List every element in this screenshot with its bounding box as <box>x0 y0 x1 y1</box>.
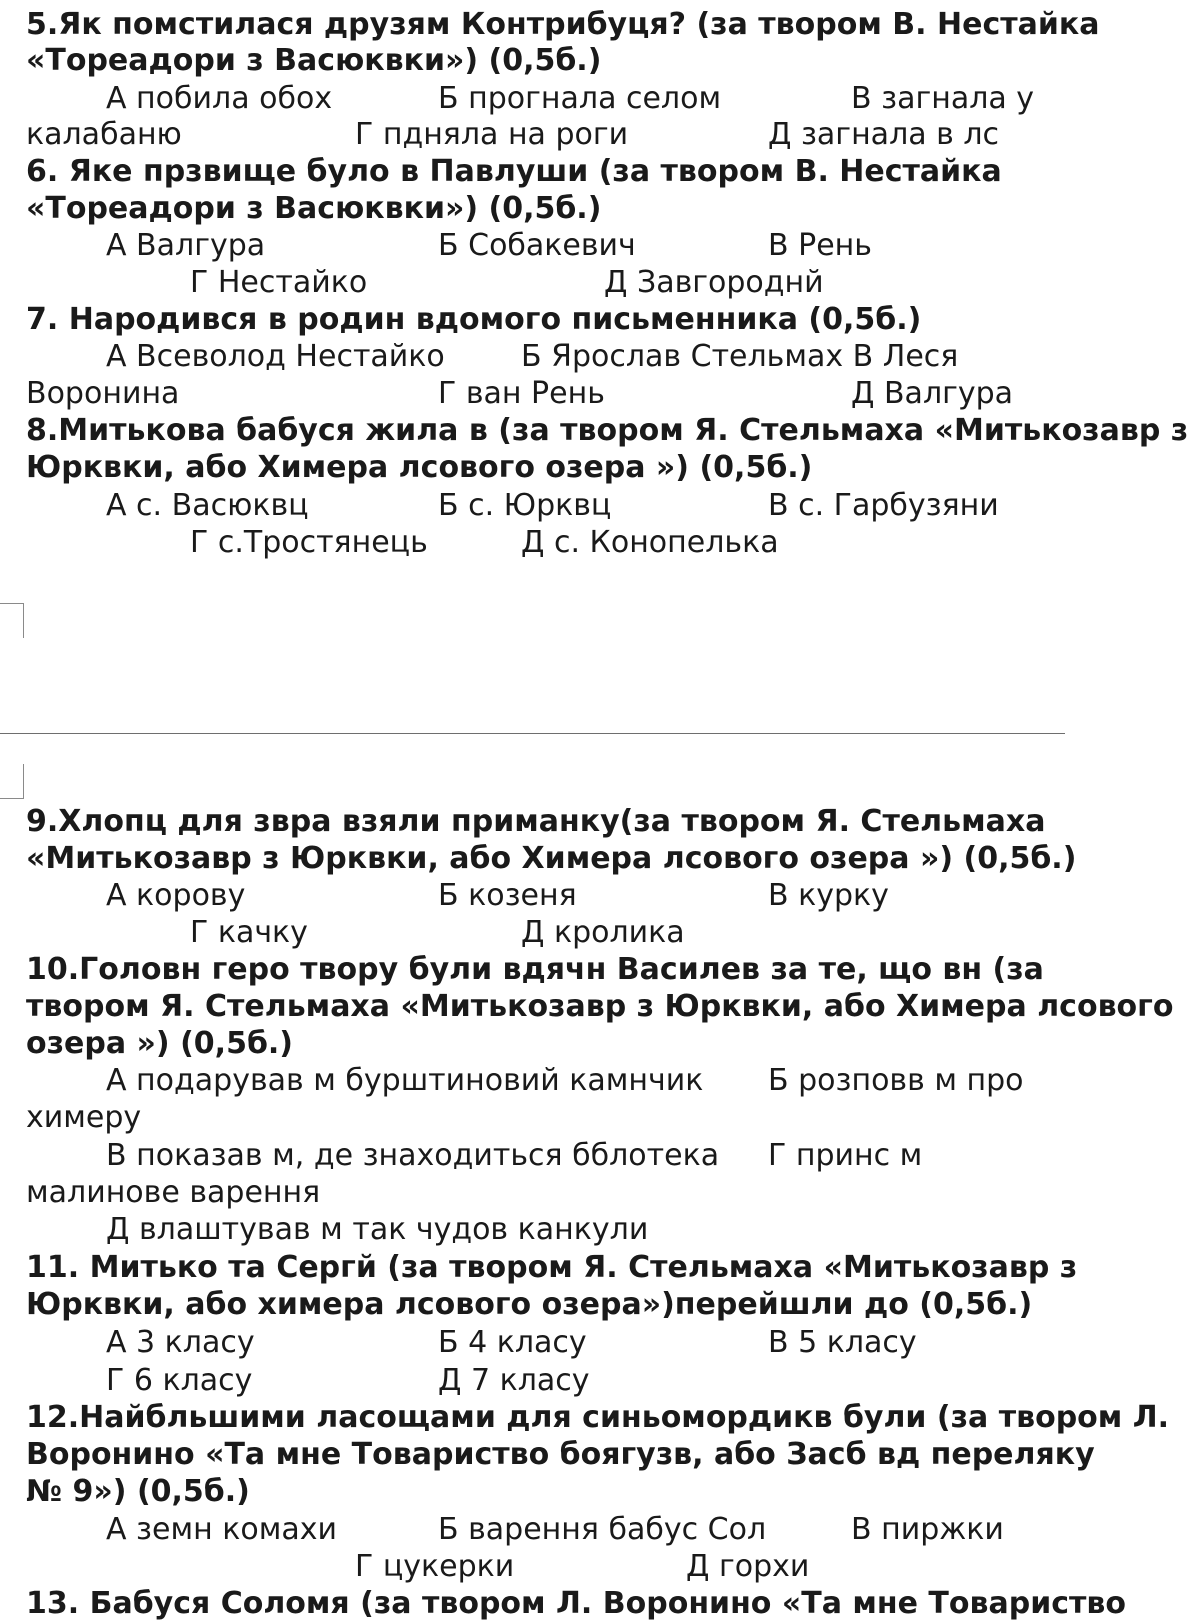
question-12-option-v: В пиржки <box>851 1512 1004 1547</box>
question-13-text-line-1-cut: 13. Бабуся Соломя (за твором Л. Воронино «Та мне Товариство <box>26 1586 1126 1621</box>
question-8-option-b: Б с. Юрквц <box>438 488 612 523</box>
question-5-text-line-1: 5.Як помстилася друзям Контрибуця? (за твором В. Нестайка <box>26 7 1100 42</box>
question-11-text-line-1: 11. Митько та Сергй (за твором Я. Стельмаха «Митькозавр з <box>26 1250 1078 1285</box>
question-5-option-v-continued: калабаню <box>26 117 182 152</box>
question-10-text-line-3: озера ») (0,5б.) <box>26 1026 293 1061</box>
question-8-text-line-1: 8.Митькова бабуся жила в (за твором Я. Стельмаха «Митькозавр з <box>26 413 1188 448</box>
question-7-option-g: Г ван Рень <box>438 376 605 411</box>
question-9-text-line-1: 9.Хлопц для звра взяли приманку(за твором Я. Стельмаха <box>26 804 1046 839</box>
question-7-option-b: Б Ярослав Стельмах В Леся <box>521 339 959 374</box>
question-7-option-b-continued: Воронина <box>26 376 180 411</box>
question-5-option-v: В загнала у <box>851 81 1035 116</box>
question-12-option-g: Г цукерки <box>355 1549 515 1584</box>
question-11-option-b: Б 4 класу <box>438 1325 587 1360</box>
question-6-option-a: А Валгура <box>106 228 266 263</box>
question-12-text-line-1: 12.Найбльшими ласощами для синьомордикв були (за твором Л. <box>26 1400 1170 1435</box>
question-8-option-a: А с. Васюквц <box>106 488 309 523</box>
question-10-option-b: Б розповв м про <box>768 1063 1024 1098</box>
question-8-option-d: Д с. Конопелька <box>521 525 779 560</box>
question-11-option-g: Г 6 класу <box>106 1363 253 1398</box>
question-9-option-a: А корову <box>106 878 246 913</box>
question-5-text-line-2: «Тореадори з Васюквки») (0,5б.) <box>26 43 602 78</box>
question-6-option-b: Б Собакевич <box>438 228 636 263</box>
question-9-option-v: В курку <box>768 878 889 913</box>
question-10-option-g-continued: малинове варення <box>26 1175 321 1210</box>
question-12-option-b: Б варення бабус Сол <box>438 1512 767 1547</box>
page-corner-mark-top <box>0 764 24 799</box>
question-6-text-line-1: 6. Яке прзвище було в Павлуши (за твором В. Нестайка <box>26 154 1002 189</box>
question-9-option-b: Б козеня <box>438 878 577 913</box>
question-8-option-g: Г с.Тростянець <box>190 525 428 560</box>
question-5-option-g: Г пдняла на роги <box>355 117 629 152</box>
question-10-text-line-2: твором Я. Стельмаха «Митькозавр з Юрквки, або Химера лсового <box>26 989 1174 1024</box>
question-11-option-a: А 3 класу <box>106 1325 255 1360</box>
question-9-text-line-2: «Митькозавр з Юрквки, або Химера лсового озера ») (0,5б.) <box>26 841 1077 876</box>
question-10-option-b-continued: химеру <box>26 1100 142 1135</box>
question-7-option-a: А Всеволод Нестайко <box>106 339 445 374</box>
question-5-option-a: А побила обох <box>106 81 333 116</box>
page-break-line <box>0 733 1065 734</box>
question-10-text-line-1: 10.Головн геро твору були вдячн Василев за те, що вн (за <box>26 952 1044 987</box>
question-12-text-line-2: Воронино «Та мне Товариство боягузв, або Засб вд переляку <box>26 1437 1095 1472</box>
question-12-option-a: А земн комахи <box>106 1512 337 1547</box>
question-11-text-line-2: Юрквки, або химера лсового озера»)перейшли до (0,5б.) <box>26 1287 1033 1322</box>
question-8-text-line-2: Юрквки, або Химера лсового озера ») (0,5б.) <box>26 450 813 485</box>
question-7-text-line-1: 7. Народився в родин вдомого письменника (0,5б.) <box>26 302 922 337</box>
question-5-option-b: Б прогнала селом <box>438 81 722 116</box>
question-5-option-d: Д загнала в лс <box>768 117 1000 152</box>
question-8-option-v: В с. Гарбузяни <box>768 488 999 523</box>
question-12-text-line-3: № 9») (0,5б.) <box>26 1474 250 1509</box>
question-6-text-line-2: «Тореадори з Васюквки») (0,5б.) <box>26 191 602 226</box>
question-6-option-g: Г Нестайко <box>190 265 368 300</box>
question-6-option-d: Д Завгороднй <box>604 265 824 300</box>
question-9-option-d: Д кролика <box>521 915 685 950</box>
question-11-option-v: В 5 класу <box>768 1325 917 1360</box>
question-11-option-d: Д 7 класу <box>438 1363 590 1398</box>
question-10-option-v: В показав м, де знаходиться бблотека <box>106 1138 720 1173</box>
question-10-option-d: Д влаштував м так чудов канкули <box>106 1212 649 1247</box>
question-12-option-d: Д горхи <box>686 1549 810 1584</box>
question-7-option-d: Д Валгура <box>851 376 1014 411</box>
page-corner-mark-bottom <box>0 603 24 638</box>
question-9-option-g: Г качку <box>190 915 308 950</box>
question-10-option-g: Г принс м <box>768 1138 923 1173</box>
question-6-option-v: В Рень <box>768 228 872 263</box>
question-10-option-a: А подарував м бурштиновий камнчик <box>106 1063 704 1098</box>
